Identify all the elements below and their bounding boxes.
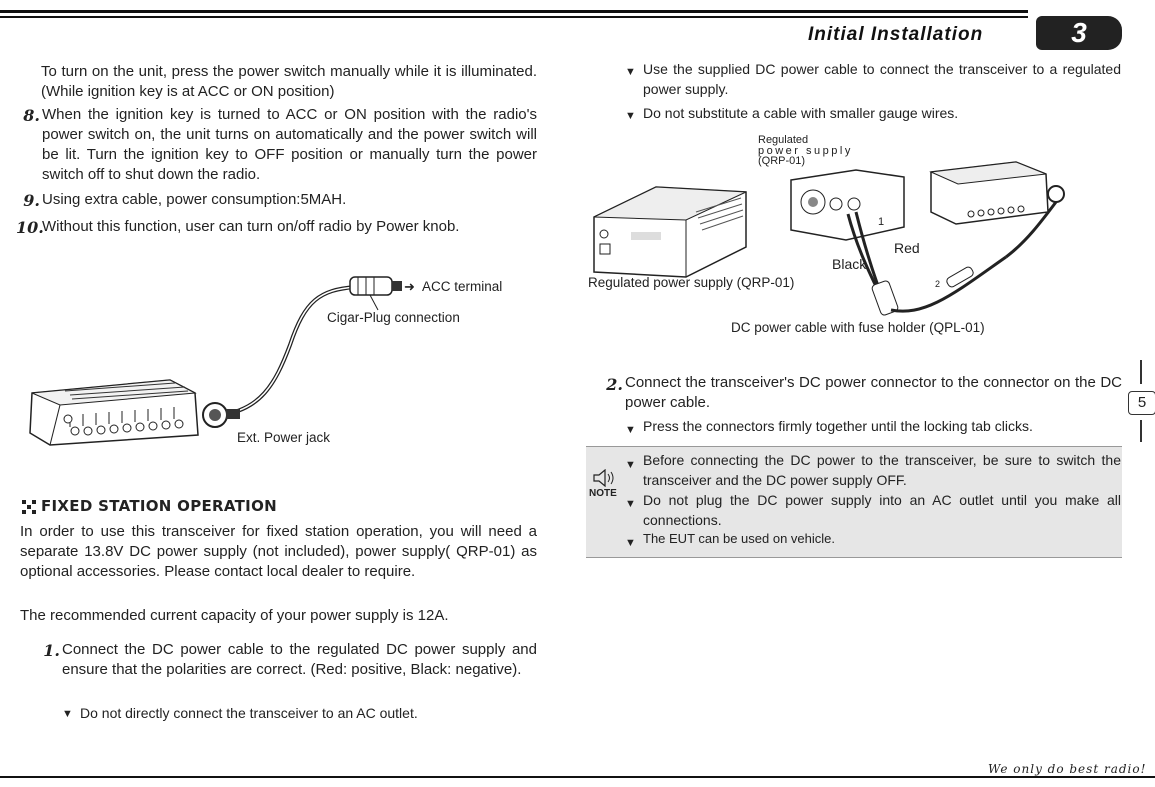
power-supply-rear <box>791 170 904 240</box>
triangle-bullet-icon: ▼ <box>625 498 636 510</box>
power-supply-diagram <box>586 132 1122 322</box>
note-label: NOTE <box>589 488 617 499</box>
note-item-3: The EUT can be used on vehicle. <box>643 531 835 546</box>
current-capacity-paragraph: The recommended current capacity of your power supply is 12A. <box>20 607 449 624</box>
step-8-number: 8. <box>23 106 40 125</box>
header-rule <box>0 10 1028 20</box>
cigar-plug <box>350 277 402 295</box>
regulated-label-line3: (QRP-01) <box>758 155 806 167</box>
chapter-title: Initial Installation <box>808 24 984 45</box>
note-item-1: Before connecting the DC power to the transceiver, be sure to switch the transceiver and the DC power supply OFF. <box>643 452 1121 488</box>
note-item-2: Do not plug the DC power supply into an AC outlet until you make all connections. <box>643 492 1121 528</box>
step-2-bullet: Press the connectors firmly together until the locking tab clicks. <box>643 418 1033 434</box>
footer-slogan: We only do best radio! <box>988 762 1147 776</box>
page-marker-line-bottom <box>1140 420 1142 442</box>
triangle-bullet-icon: ▼ <box>625 537 636 549</box>
radio-unit-illustration <box>30 380 240 445</box>
transceiver-illustration <box>931 162 1064 224</box>
regulated-label-line1: Regulated <box>758 134 809 146</box>
marker-1-label: 1 <box>878 216 885 228</box>
arrow-right-icon: ➜ <box>404 279 415 294</box>
intro-paragraph: To turn on the unit, press the power switch manually while it is illuminated. (While ignition key is at ACC or ON position) <box>41 63 537 100</box>
fixed-station-heading: FIXED STATION OPERATION <box>41 497 277 515</box>
footer-rule <box>0 776 1155 778</box>
step-8-text: When the ignition key is turned to ACC or ON position with the radio's power switch on, the unit turns on automatically and the power switch will be lit. Turn the ignition key to OFF position or manually turn the power switch off to shut down the radio. <box>42 106 537 183</box>
power-supply-box <box>594 187 746 277</box>
triangle-bullet-icon: ▼ <box>625 459 636 471</box>
page-number: 5 <box>1128 391 1155 415</box>
red-wire-label: Red <box>894 240 920 256</box>
step-1-text: Connect the DC power cable to the regulated DC power supply and ensure that the polarities are correct. (Red: positive, Black: negative). <box>62 641 537 678</box>
acc-terminal-label: ACC terminal <box>422 279 503 294</box>
step-2-number: 2. <box>606 375 623 394</box>
step-1-number: 1. <box>43 641 60 660</box>
black-wire-label: Black <box>832 256 867 272</box>
right-bullet-1: Use the supplied DC power cable to connect the transceiver to a regulated power supply. <box>643 61 1121 97</box>
step-9-number: 9. <box>23 191 40 210</box>
ext-power-jack-label: Ext. Power jack <box>237 430 331 445</box>
cable-caption: DC power cable with fuse holder (QPL-01) <box>731 320 985 335</box>
triangle-bullet-icon: ▼ <box>62 708 73 720</box>
step-2-text: Connect the transceiver's DC power connector to the connector on the DC power cable. <box>625 374 1122 411</box>
chapter-number-tab: 3 <box>1036 16 1122 50</box>
section-bullet-icon <box>22 500 36 514</box>
supply-caption: Regulated power supply (QRP-01) <box>588 275 795 290</box>
fixed-station-paragraph: In order to use this transceiver for fixed station operation, you will need a separate 13.8V DC power supply (not included), power supply( QRP-01) as optional accessories. Please contact local dealer to require. <box>20 523 537 580</box>
step-1-bullet: Do not directly connect the transceiver to an AC outlet. <box>80 705 418 721</box>
triangle-bullet-icon: ▼ <box>625 66 636 78</box>
page-marker-line-top <box>1140 360 1142 384</box>
step-10-number: 10. <box>16 218 44 237</box>
marker-2-label: 2 <box>935 279 941 289</box>
cigar-plug-label: Cigar-Plug connection <box>327 310 460 325</box>
step-10-text: Without this function, user can turn on/off radio by Power knob. <box>42 218 460 235</box>
triangle-bullet-icon: ▼ <box>625 424 636 436</box>
speaker-icon <box>591 469 615 487</box>
step-9-text: Using extra cable, power consumption:5MAH. <box>42 191 347 208</box>
regulated-label-line2: power supply <box>758 145 853 157</box>
right-bullet-2: Do not substitute a cable with smaller gauge wires. <box>643 105 959 121</box>
triangle-bullet-icon: ▼ <box>625 110 636 122</box>
